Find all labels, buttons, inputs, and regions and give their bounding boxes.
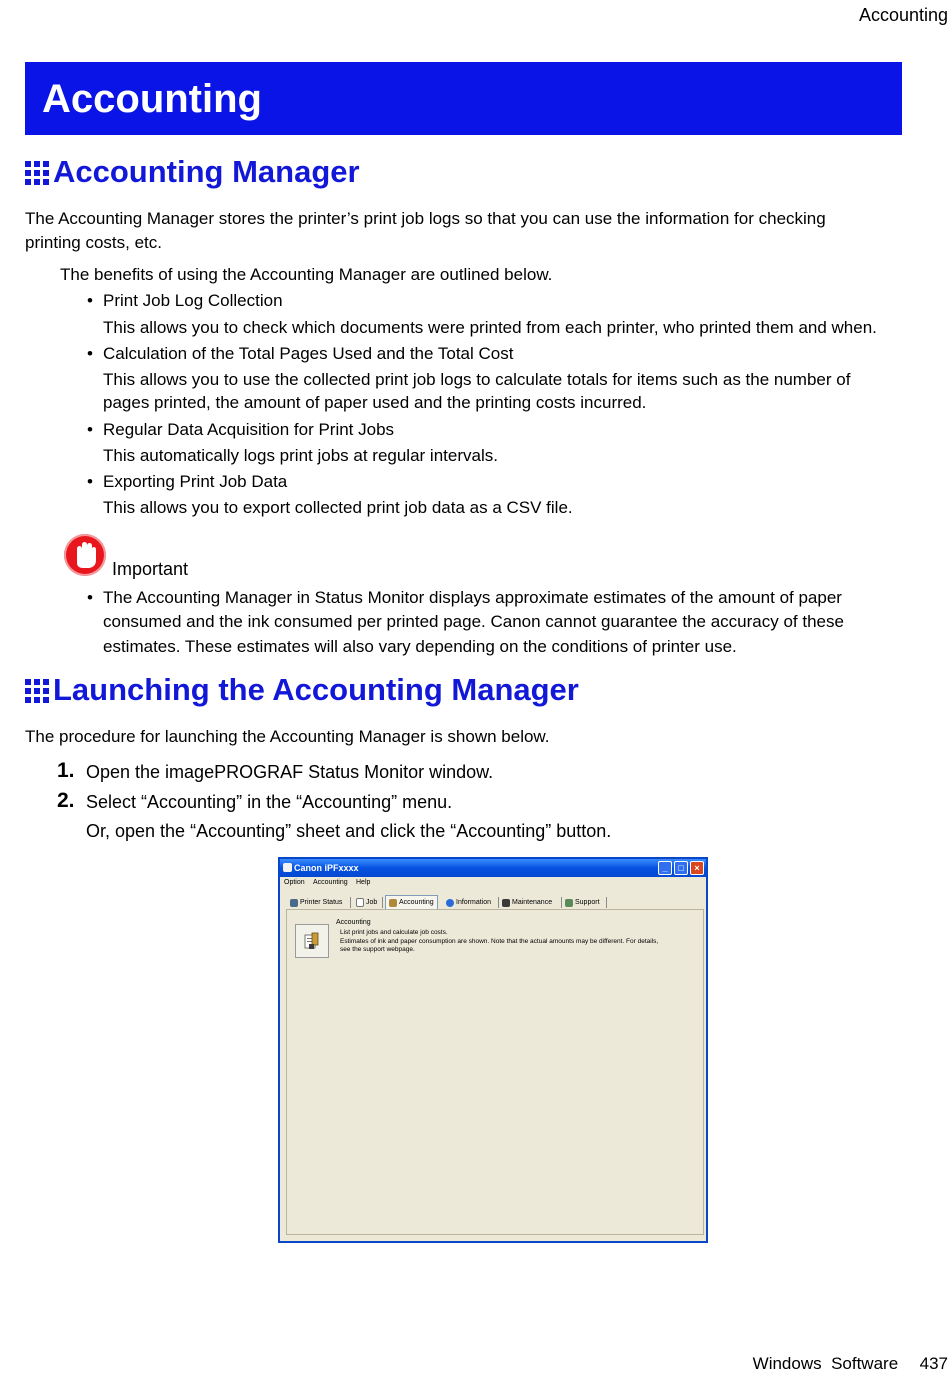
step-text: Select “Accounting” in the “Accounting” menu. bbox=[86, 792, 453, 812]
accounting-button-title: Accounting bbox=[336, 919, 371, 926]
tab-support[interactable]: Support bbox=[565, 896, 600, 909]
intro-line-2: printing costs, etc. bbox=[25, 233, 163, 252]
benefit-item-title: • Regular Data Acquisition for Print Jobs bbox=[87, 420, 395, 439]
benefit-item-title: • Print Job Log Collection bbox=[87, 291, 283, 310]
chapter-title-bar bbox=[25, 62, 902, 135]
document-icon bbox=[356, 898, 364, 907]
support-icon bbox=[565, 899, 573, 907]
benefits-intro: The benefits of using the Accounting Manager are outlined below. bbox=[60, 265, 553, 284]
bullet-icon: • bbox=[87, 420, 93, 439]
accounting-description: List print jobs and calculate job costs. Estimates of ink and paper consumption are shown. Note that the actual amounts may be different. For details, see the support webpage. bbox=[340, 929, 659, 953]
bullet-icon: • bbox=[87, 588, 93, 607]
minimize-button[interactable]: _ bbox=[658, 861, 672, 875]
section-title: Launching the Accounting Manager bbox=[53, 672, 579, 707]
tools-icon bbox=[502, 899, 510, 907]
important-hand-icon bbox=[64, 534, 106, 576]
procedure-intro: The procedure for launching the Accounting Manager is shown below. bbox=[25, 727, 550, 746]
tab-printer-status[interactable]: Printer Status bbox=[290, 896, 342, 909]
grid-icon bbox=[25, 679, 49, 703]
page-number: 437 bbox=[919, 1354, 948, 1373]
important-label: Important bbox=[112, 559, 189, 579]
section-title: Accounting Manager bbox=[53, 154, 360, 189]
close-button[interactable]: × bbox=[690, 861, 704, 875]
benefit-item-desc: This allows you to use the collected print job logs to calculate totals for items such as the number of bbox=[103, 370, 851, 389]
menu-bar bbox=[280, 878, 706, 890]
accounting-button[interactable] bbox=[295, 924, 329, 958]
printer-app-icon bbox=[283, 863, 292, 872]
menu-option[interactable]: Option bbox=[284, 879, 305, 886]
step-number: 1. bbox=[57, 759, 75, 782]
tab-job[interactable]: Job bbox=[356, 896, 377, 909]
tab-accounting[interactable]: Accounting bbox=[385, 895, 438, 910]
important-note-line: • The Accounting Manager in Status Monitor displays approximate estimates of the amount of paper bbox=[87, 588, 842, 607]
bullet-icon: • bbox=[87, 344, 93, 363]
footer-section: Windows Software bbox=[752, 1354, 899, 1373]
status-monitor-window bbox=[278, 857, 708, 1243]
benefit-item-desc: pages printed, the amount of paper used and the printing costs incurred. bbox=[103, 393, 647, 412]
benefit-item-title: • Exporting Print Job Data bbox=[87, 472, 288, 491]
important-note-line: consumed and the ink consumed per printed page. Canon cannot guarantee the accuracy of these bbox=[103, 612, 844, 631]
benefit-item-desc: This allows you to check which documents were printed from each printer, who printed them and when. bbox=[103, 318, 877, 337]
printer-icon bbox=[290, 899, 298, 907]
window-title: Canon iPFxxxx bbox=[294, 863, 359, 873]
tab-information[interactable]: Information bbox=[446, 896, 491, 909]
benefit-item-desc: This allows you to export collected print job data as a CSV file. bbox=[103, 498, 573, 517]
accounting-icon bbox=[304, 932, 320, 950]
section-heading-accounting-manager bbox=[25, 154, 360, 190]
bullet-icon: • bbox=[87, 472, 93, 491]
page-footer bbox=[753, 1354, 948, 1374]
menu-accounting[interactable]: Accounting bbox=[313, 879, 348, 886]
intro-line-1: The Accounting Manager stores the printer’s print job logs so that you can use the information for checking bbox=[25, 209, 826, 228]
step-text: Open the imagePROGRAF Status Monitor window. bbox=[86, 762, 494, 782]
tab-maintenance[interactable]: Maintenance bbox=[502, 896, 552, 909]
maximize-button[interactable]: □ bbox=[674, 861, 688, 875]
accounting-icon bbox=[389, 899, 397, 907]
section-heading-launching bbox=[25, 672, 579, 708]
step-note: Or, open the “Accounting” sheet and click the “Accounting” button. bbox=[86, 821, 612, 841]
info-icon bbox=[446, 899, 454, 907]
important-note-line: estimates. These estimates will also vary depending on the conditions of printer use. bbox=[103, 637, 737, 656]
benefit-item-title: • Calculation of the Total Pages Used and the Total Cost bbox=[87, 344, 514, 363]
benefit-item-desc: This automatically logs print jobs at regular intervals. bbox=[103, 446, 498, 465]
running-header: Accounting bbox=[858, 5, 948, 25]
grid-icon bbox=[25, 161, 49, 185]
bullet-icon: • bbox=[87, 291, 93, 310]
window-titlebar bbox=[280, 859, 706, 877]
accounting-sheet bbox=[286, 909, 704, 1235]
chapter-title: Accounting bbox=[42, 77, 262, 121]
step-number: 2. bbox=[57, 789, 75, 812]
menu-help[interactable]: Help bbox=[356, 879, 371, 886]
